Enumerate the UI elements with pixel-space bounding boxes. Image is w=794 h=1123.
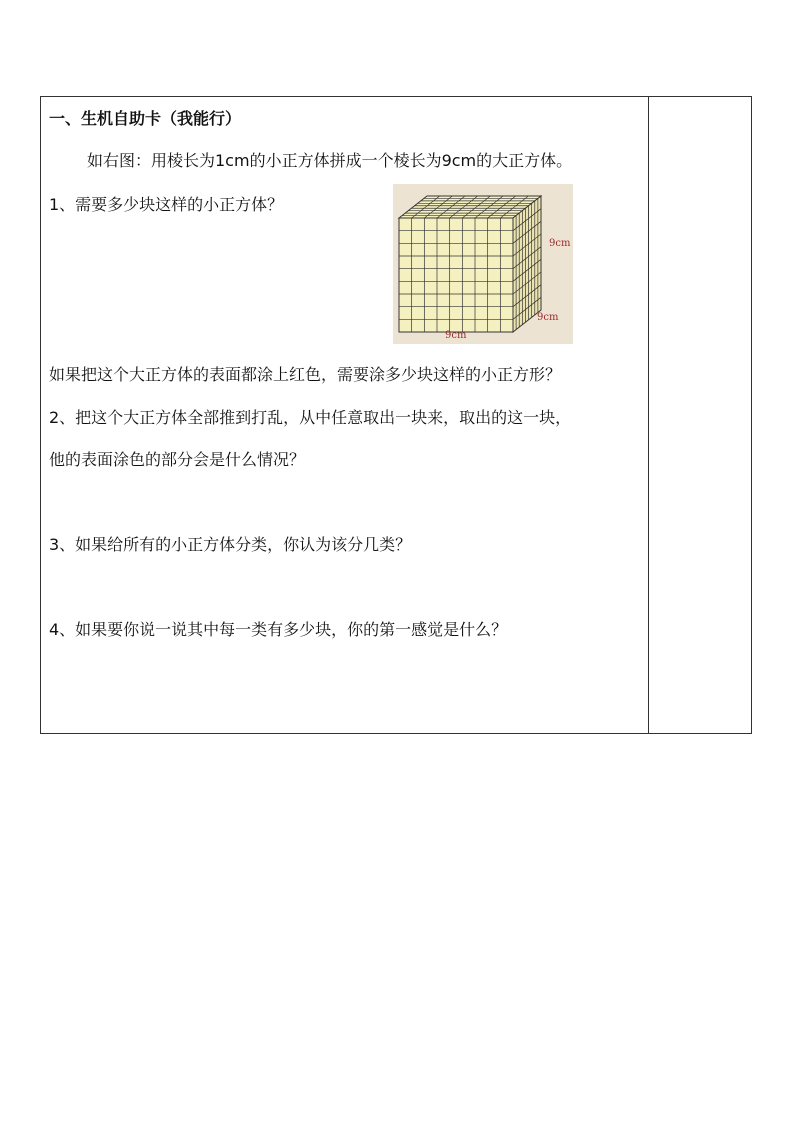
question-1-followup: 如果把这个大正方体的表面都涂上红色，需要涂多少块这样的小正方形？ [49, 365, 562, 384]
edge-label-right: 9cm [549, 238, 571, 249]
cube-faces [399, 196, 541, 332]
question-1: 1、需要多少块这样的小正方体？ [49, 195, 284, 214]
cube-figure [393, 184, 573, 344]
table-column-divider [648, 97, 649, 733]
section-heading: 一、生机自助卡（我能行） [49, 109, 242, 128]
question-3: 3、如果给所有的小正方体分类，你认为该分几类？ [49, 535, 412, 554]
edge-label-bottom: 9cm [445, 330, 467, 341]
question-2-line-2: 他的表面涂色的部分会是什么情况？ [49, 450, 306, 469]
edge-label-side: 9cm [537, 312, 559, 323]
question-2-line-1: 2、把这个大正方体全部推到打乱，从中任意取出一块来，取出的这一块， [49, 408, 572, 427]
cube-front-face [399, 218, 513, 332]
worksheet-table [40, 96, 752, 734]
intro-text: 如右图：用棱长为1cm的小正方体拼成一个棱长为9cm的大正方体。 [87, 151, 573, 170]
question-4: 4、如果要你说一说其中每一类有多少块，你的第一感觉是什么？ [49, 620, 508, 639]
